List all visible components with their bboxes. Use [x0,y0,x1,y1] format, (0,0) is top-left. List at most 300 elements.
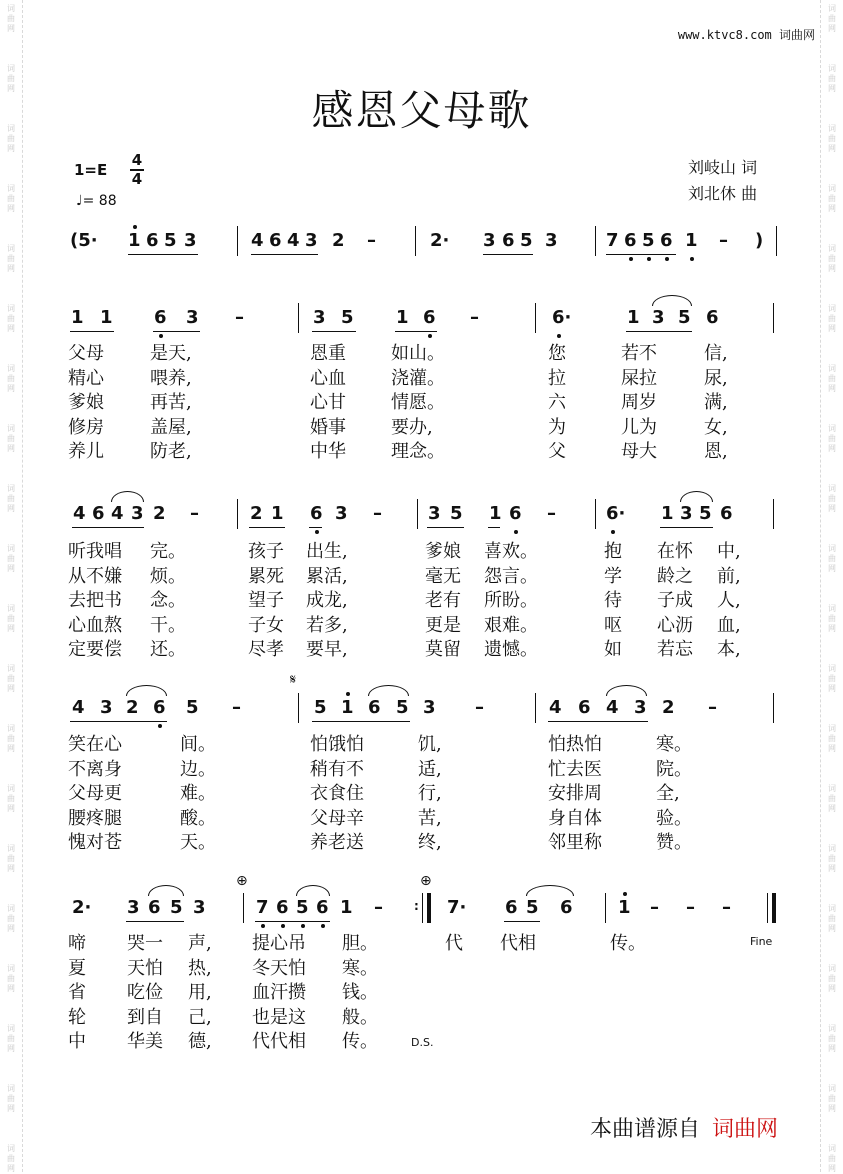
beam-line [128,254,198,255]
lyric-text: 望子 [248,590,284,611]
coda-mark: ⊕ [420,873,432,889]
note: 5 [296,897,309,918]
lyric-text: 心血熬 [68,614,122,636]
note: 5 [699,503,712,524]
beam-line [251,254,318,255]
bar-line [237,226,238,256]
watermark-text: 词 曲 网 [828,904,836,933]
footer-text: 本曲谱源自 [590,1117,701,1142]
watermark-text: 词 曲 网 [828,304,836,333]
note: 1 [341,697,354,718]
note: 2 [332,230,345,251]
note: 4 [549,697,562,718]
beam-line [309,527,322,528]
hold-dash: – [719,230,728,251]
note: 7· [447,897,467,918]
beam-line [488,527,500,528]
note: 2 [662,697,675,718]
note: 5 [520,230,533,251]
lyric-text: 完。 [150,541,186,562]
lyric-text: 再苦, [150,392,192,413]
lyric-text: 胆。 [342,933,378,954]
note: 1 [661,503,674,524]
lyric-text: 难。 [180,783,216,804]
note: 6 [92,503,105,524]
watermark-text: 词 曲 网 [828,544,836,573]
lyric-text: 是天, [150,343,192,364]
note: 5 [678,307,691,328]
beam-line [126,921,184,922]
slur [111,491,144,502]
lyric-text: 笑在心 [68,734,122,755]
hold-dash: – [547,503,556,524]
lyric-text: 情愿。 [391,392,445,413]
lyric-text: 轮 [68,1006,86,1028]
lyric-text: 酸。 [180,807,216,829]
note: 3 [193,897,206,918]
lyric-text: 中华 [310,441,346,462]
note: 1 [71,307,84,328]
lyric-text: 心甘 [310,392,346,413]
bar-line [298,303,299,333]
watermark-text: 词 曲 网 [828,1144,836,1173]
note: 3 [100,697,113,718]
note: 6 [368,697,381,718]
lyric-text: 周岁 [621,392,657,413]
watermark-text: 词 曲 网 [828,4,836,33]
slur [652,295,692,306]
lyric-text: 腰疼腿 [68,807,122,829]
lyric-text: 代代相 [252,1031,306,1052]
slur [680,491,713,502]
lyric-text: 龄之 [657,565,693,587]
bar-line [773,499,774,529]
lyric-text: 适, [418,758,442,780]
lyric-text: 冬天怕 [252,957,306,979]
beam-line [312,721,410,722]
note: 3 [127,897,140,918]
bar-line [773,693,774,723]
octave-dot-low [428,334,432,338]
beam-line [312,331,356,332]
note: 5 [164,230,177,251]
time-top: 4 [131,151,143,169]
octave-dot-low [315,530,319,534]
lyric-text: 恩, [704,441,728,462]
octave-dot-low [629,257,633,261]
octave-dot-low [158,724,162,728]
octave-dot-low [611,530,615,534]
lyric-text: 传。 [342,1031,378,1052]
octave-dot-high [623,892,627,896]
beam-line [395,331,437,332]
lyric-text: 愧对苍 [68,832,122,853]
note: 6 [706,307,719,328]
watermark-text: 词 曲 网 [828,484,836,513]
note: 3 [335,503,348,524]
bar-line [776,226,777,256]
lyric-text: 烦。 [150,565,186,587]
coda-mark: ⊕ [236,873,248,889]
beam-line [153,331,200,332]
note: 1 [618,897,631,918]
lyric-text: 干。 [150,614,186,636]
lyric-text: 钱。 [342,982,378,1003]
lyric-text: 母大 [621,441,657,462]
bar-line [415,226,416,256]
watermark-text: 词 曲 网 [7,244,15,273]
beam-line [660,527,713,528]
composer-credit: 刘北休 曲 [688,184,758,203]
site-url[interactable]: www.ktvc8.com 词曲网 [677,28,815,42]
hold-dash: – [475,697,484,718]
lyric-text: 哭一 [127,933,163,954]
lyric-text: 成龙, [306,590,348,611]
octave-dot-low [281,924,285,928]
lyric-text: 怨言。 [484,565,538,587]
octave-dot-low [301,924,305,928]
note: 1 [100,307,113,328]
ds-mark: D.S. [411,1036,434,1049]
hold-dash: – [722,897,731,918]
beam-line [70,721,167,722]
bar-line [298,693,299,723]
lyric-text: 累死 [248,565,284,587]
watermark-text: 词 曲 网 [828,64,836,93]
note: 5 [314,697,327,718]
hold-dash: – [708,697,717,718]
note: 3 [428,503,441,524]
octave-dot-low [557,334,561,338]
note: 3 [186,307,199,328]
note: 7 [606,230,619,251]
hold-dash: – [190,503,199,524]
note: 2· [72,897,92,918]
lyric-text: 要早, [306,639,348,660]
lyric-text: 赞。 [656,832,692,853]
lyric-text: 若多, [306,614,348,636]
lyric-text: 热, [188,957,212,979]
footer-brand[interactable]: 词曲网 [712,1117,779,1142]
beam-line [249,527,285,528]
beam-line [626,331,692,332]
lyric-text: 所盼。 [484,590,538,611]
note: 3 [483,230,496,251]
note: 6 [276,897,289,918]
slur [606,685,647,696]
beam-line [483,254,533,255]
lyric-text: 夏 [68,957,86,979]
watermark-text: 词 曲 网 [828,124,836,153]
note: 3 [131,503,144,524]
lyric-text: 盖屋, [150,416,192,438]
lyric-text: 行, [418,783,442,804]
note: (5· [70,230,98,251]
lyric-text: 己, [188,1006,212,1028]
watermark-text: 词 曲 网 [828,244,836,273]
lyric-text: 前, [717,565,741,587]
lyric-text: 代 [445,933,463,954]
watermark-text: 词 曲 网 [7,784,15,813]
lyric-text: 孩子 [248,541,284,562]
segno-mark: 𝄋 [290,672,297,688]
octave-dot-low [690,257,694,261]
watermark-text: 词 曲 网 [828,664,836,693]
watermark-text: 词 曲 网 [828,364,836,393]
note: 1 [396,307,409,328]
lyric-text: 血, [717,614,741,636]
lyric-text: 中, [717,541,741,562]
watermark-text: 词 曲 网 [7,904,15,933]
lyric-text: 怕饿怕 [310,734,364,755]
lyric-text: 啼 [68,933,86,954]
lyric-text: 寒。 [342,957,378,979]
lyric-text: 父母 [68,343,104,364]
bar-line [605,893,606,923]
note: 3 [423,697,436,718]
lyric-text: 边。 [180,758,216,780]
octave-dot-high [133,225,137,229]
lyricist-credit: 刘岐山 词 [688,158,758,177]
bar-line [535,303,536,333]
watermark-text: 词 曲 网 [7,64,15,93]
fine-mark: Fine [750,935,773,948]
lyric-text: 子成 [657,590,693,611]
time-bottom: 4 [131,170,143,188]
watermark-text: 词 曲 网 [7,484,15,513]
slur [296,885,330,896]
note: 2 [153,503,166,524]
lyric-text: 六 [548,392,566,413]
lyric-text: 父 [548,441,566,462]
watermark-text: 词 曲 网 [7,124,15,153]
watermark-text: 词 曲 网 [7,304,15,333]
note: 2· [430,230,450,251]
note: 1 [271,503,284,524]
beam-line [548,721,648,722]
note: 6 [316,897,329,918]
note: 6· [552,307,572,328]
lyric-text: 不离身 [68,758,122,780]
hold-dash: – [374,897,383,918]
note: 6 [624,230,637,251]
bar-line [595,226,596,256]
lyric-text: 用, [188,982,212,1003]
note: 1 [627,307,640,328]
note: 4 [251,230,264,251]
slur [368,685,409,696]
lyric-text: 若不 [621,343,657,364]
note: 6· [606,503,626,524]
lyric-text: 养老送 [310,832,364,853]
beam-line [70,331,114,332]
lyric-text: 呕 [604,614,622,636]
lyric-text: 恩重 [310,343,346,364]
lyric-text: 父母更 [68,783,122,804]
lyric-text: 为 [548,416,566,438]
note: 6 [660,230,673,251]
note: 3 [652,307,665,328]
note: 6 [720,503,733,524]
watermark-text: 词 曲 网 [828,724,836,753]
watermark-text: 词 曲 网 [7,184,15,213]
lyric-text: 浇灌。 [391,367,445,389]
lyric-text: 尽孝 [248,639,284,660]
lyric-text: 从不嫌 [68,565,122,587]
lyric-text: 代相 [500,933,536,954]
lyric-text: 抱 [604,541,622,562]
lyric-text: 更是 [425,614,461,636]
note: 1 [489,503,502,524]
watermark-text: 词 曲 网 [7,964,15,993]
note: 4 [606,697,619,718]
note: 6 [148,897,161,918]
octave-dot-low [647,257,651,261]
watermark-text: 词 曲 网 [7,844,15,873]
note: 5 [526,897,539,918]
lyric-text: 间。 [180,734,216,755]
watermark-text: 词 曲 网 [7,4,15,33]
note: 1 [340,897,353,918]
lyric-text: 提心吊 [252,933,306,954]
note: 5 [450,503,463,524]
beam-line [255,921,330,922]
note: 4 [73,503,86,524]
lyric-text: 去把书 [68,590,122,611]
lyric-text: 女, [704,416,728,438]
lyric-text: 忙去医 [548,758,602,780]
lyric-text: 苦, [418,807,442,829]
lyric-text: 艰难。 [484,614,538,636]
lyric-text: 听我唱 [68,541,122,562]
lyric-text: 累活, [306,565,348,587]
lyric-text: 终, [418,832,442,853]
watermark-text: 词 曲 网 [7,664,15,693]
lyric-text: 怕热怕 [548,734,602,755]
watermark-text: 词 曲 网 [828,604,836,633]
lyric-text: 吃俭 [127,982,163,1003]
note: 3 [680,503,693,524]
lyric-text: 中 [68,1031,86,1052]
lyric-text: 般。 [342,1006,378,1028]
bar-line [773,303,774,333]
slur [126,685,167,696]
watermark-text: 词 曲 网 [7,424,15,453]
note: 5 [642,230,655,251]
note: 6 [509,503,522,524]
lyric-text: 莫留 [425,639,461,660]
lyric-text: 念。 [150,590,186,611]
lyric-text: 满, [704,392,728,413]
note: 3 [634,697,647,718]
beam-line [606,254,676,255]
lyric-text: 遗憾。 [484,639,538,660]
note: 6 [154,307,167,328]
lyric-text: 如山。 [391,343,445,364]
note: 7 [256,897,269,918]
slur [526,885,574,896]
lyric-text: 待 [604,590,622,611]
lyric-text: 出生, [306,541,348,562]
hold-dash: – [650,897,659,918]
watermark-text: 词 曲 网 [828,1084,836,1113]
lyric-text: 本, [717,639,741,660]
watermark-text: 词 曲 网 [7,1024,15,1053]
watermark-text: 词 曲 网 [7,364,15,393]
lyric-text: 毫无 [425,565,461,587]
lyric-text: 爹娘 [425,541,461,562]
note: 2 [250,503,263,524]
lyric-text: 爹娘 [68,392,104,413]
lyric-text: 寒。 [656,734,692,755]
lyric-text: 还。 [150,639,186,660]
octave-dot-low [665,257,669,261]
note: 3 [313,307,326,328]
lyric-text: 您 [548,343,566,364]
note: 3 [305,230,318,251]
hold-dash: – [373,503,382,524]
footer-source [590,1112,778,1143]
note: 4 [287,230,300,251]
watermark-text: 词 曲 网 [828,424,836,453]
lyric-text: 理念。 [391,441,445,462]
hold-dash: – [235,307,244,328]
watermark-text: 词 曲 网 [828,184,836,213]
watermark-text: 词 曲 网 [828,964,836,993]
note: 6 [502,230,515,251]
lyric-text: 院。 [656,758,692,780]
hold-dash: – [232,697,241,718]
lyric-text: 全, [656,783,680,804]
lyric-text: 婚事 [310,416,346,438]
note: 3 [184,230,197,251]
bar-line [243,893,244,923]
note: ) [755,230,764,251]
lyric-text: 父母辛 [310,807,364,829]
left-dashed-border [0,0,23,1172]
bar-line [595,499,596,529]
lyric-text: 精心 [68,367,104,389]
lyric-text: 定要偿 [68,639,122,660]
beam-line [427,527,464,528]
note: 4 [111,503,124,524]
lyric-text: 邻里称 [548,832,602,853]
note: 5 [170,897,183,918]
hold-dash: – [367,230,376,251]
lyric-text: 养儿 [68,441,104,462]
watermark-text: 词 曲 网 [7,724,15,753]
note: 6 [146,230,159,251]
lyric-text: 天怕 [127,957,163,979]
lyric-text: 儿为 [621,416,657,438]
lyric-text: 传。 [610,933,646,954]
bar-line [237,499,238,529]
beam-line [72,527,144,528]
watermark-text: 词 曲 网 [7,1144,15,1173]
lyric-text: 华美 [127,1031,163,1052]
lyric-text: 喜欢。 [484,541,538,562]
lyric-text: 心血 [310,367,346,389]
octave-dot-high [346,692,350,696]
hold-dash: – [470,307,479,328]
lyric-text: 屎拉 [621,367,657,389]
watermark-text: 词 曲 网 [7,544,15,573]
note: 6 [578,697,591,718]
lyric-text: 安排周 [548,783,602,804]
lyric-text: 拉 [548,367,566,389]
note: 6 [153,697,166,718]
watermark-text: 词 曲 网 [7,604,15,633]
